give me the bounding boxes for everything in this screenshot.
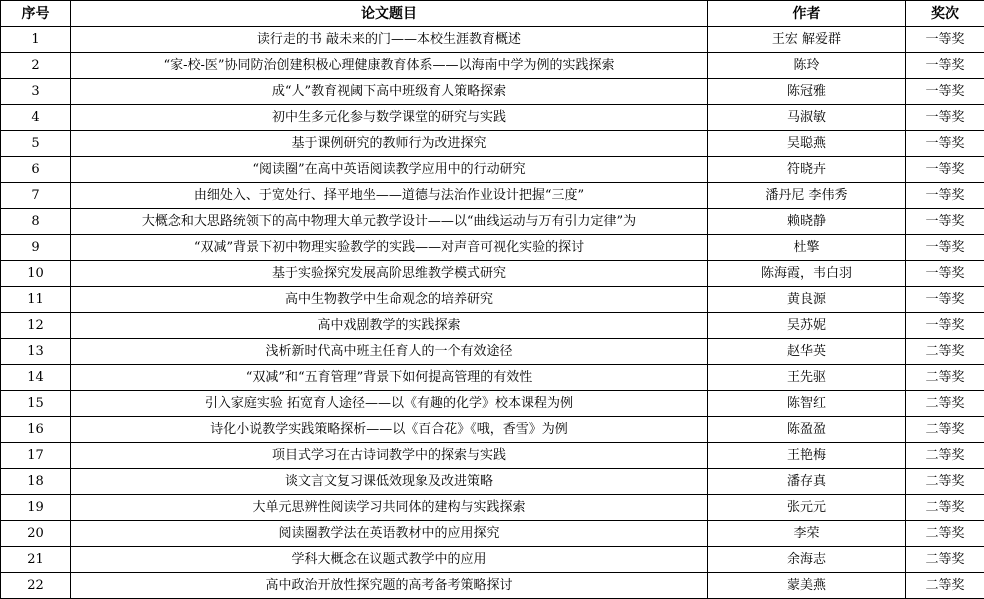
cell-title: 浅析新时代高中班主任育人的一个有效途径	[71, 339, 708, 365]
cell-award: 一等奖	[906, 131, 984, 157]
cell-award: 一等奖	[906, 261, 984, 287]
cell-author: 陈冠雅	[708, 79, 906, 105]
table-row	[1, 443, 984, 469]
cell-author: 王宏 解爱群	[708, 27, 906, 53]
cell-title: “双减”和“五育管理”背景下如何提高管理的有效性	[71, 365, 708, 391]
table-row	[1, 521, 984, 547]
table-row	[1, 79, 984, 105]
cell-author: 陈海霞，韦白羽	[708, 261, 906, 287]
header-author: 作者	[708, 1, 906, 27]
cell-award: 一等奖	[906, 105, 984, 131]
cell-index: 16	[1, 417, 71, 443]
cell-title: 读行走的书 敲未来的门——本校生涯教育概述	[71, 27, 708, 53]
table-row	[1, 105, 984, 131]
cell-index: 2	[1, 53, 71, 79]
cell-title: 诗化小说教学实践策略探析——以《百合花》《哦，香雪》为例	[71, 417, 708, 443]
cell-index: 17	[1, 443, 71, 469]
cell-index: 8	[1, 209, 71, 235]
cell-author: 杜擎	[708, 235, 906, 261]
cell-author: 潘存真	[708, 469, 906, 495]
cell-award: 一等奖	[906, 209, 984, 235]
table-row	[1, 131, 984, 157]
cell-author: 陈智红	[708, 391, 906, 417]
header-index: 序号	[1, 1, 71, 27]
cell-index: 19	[1, 495, 71, 521]
cell-index: 15	[1, 391, 71, 417]
cell-author: 黄良源	[708, 287, 906, 313]
cell-title: 高中生物教学中生命观念的培养研究	[71, 287, 708, 313]
cell-award: 二等奖	[906, 365, 984, 391]
cell-index: 7	[1, 183, 71, 209]
cell-title: “阅读圈”在高中英语阅读教学应用中的行动研究	[71, 157, 708, 183]
cell-title: 初中生多元化参与数学课堂的研究与实践	[71, 105, 708, 131]
cell-author: 赖晓静	[708, 209, 906, 235]
table-row	[1, 391, 984, 417]
cell-index: 5	[1, 131, 71, 157]
cell-title: 高中戏剧教学的实践探索	[71, 313, 708, 339]
table-row	[1, 339, 984, 365]
cell-award: 一等奖	[906, 183, 984, 209]
table-row	[1, 287, 984, 313]
header-row	[1, 1, 984, 27]
cell-award: 一等奖	[906, 235, 984, 261]
cell-title: “家-校-医”协同防治创建积极心理健康教育体系——以海南中学为例的实践探索	[71, 53, 708, 79]
cell-author: 潘丹尼 李伟秀	[708, 183, 906, 209]
cell-author: 马淑敏	[708, 105, 906, 131]
cell-index: 12	[1, 313, 71, 339]
cell-index: 3	[1, 79, 71, 105]
cell-author: 吴聪燕	[708, 131, 906, 157]
cell-author: 王先驱	[708, 365, 906, 391]
cell-index: 10	[1, 261, 71, 287]
cell-author: 陈玲	[708, 53, 906, 79]
cell-title: 大单元思辨性阅读学习共同体的建构与实践探索	[71, 495, 708, 521]
cell-author: 王艳梅	[708, 443, 906, 469]
cell-index: 18	[1, 469, 71, 495]
cell-title: 高中政治开放性探究题的高考备考策略探讨	[71, 573, 708, 599]
cell-award: 二等奖	[906, 573, 984, 599]
cell-author: 张元元	[708, 495, 906, 521]
table-row	[1, 573, 984, 599]
cell-author: 吴苏妮	[708, 313, 906, 339]
cell-title: 基于实验探究发展高阶思维教学模式研究	[71, 261, 708, 287]
cell-award: 一等奖	[906, 53, 984, 79]
cell-title: 由细处入、于宽处行、择平地坐——道德与法治作业设计把握“三度”	[71, 183, 708, 209]
table-row	[1, 365, 984, 391]
cell-author: 赵华英	[708, 339, 906, 365]
cell-index: 14	[1, 365, 71, 391]
cell-award: 二等奖	[906, 417, 984, 443]
table-row	[1, 469, 984, 495]
cell-award: 二等奖	[906, 521, 984, 547]
cell-award: 二等奖	[906, 391, 984, 417]
table-row	[1, 313, 984, 339]
table-body	[1, 27, 984, 599]
table-row	[1, 209, 984, 235]
cell-award: 二等奖	[906, 443, 984, 469]
cell-award: 一等奖	[906, 313, 984, 339]
table-row	[1, 183, 984, 209]
table-row	[1, 157, 984, 183]
header-title: 论文题目	[71, 1, 708, 27]
cell-author: 蒙美燕	[708, 573, 906, 599]
cell-title: 基于课例研究的教师行为改进探究	[71, 131, 708, 157]
table-row	[1, 53, 984, 79]
cell-award: 一等奖	[906, 79, 984, 105]
table-row	[1, 27, 984, 53]
cell-title: 谈文言文复习课低效现象及改进策略	[71, 469, 708, 495]
cell-award: 二等奖	[906, 339, 984, 365]
cell-index: 13	[1, 339, 71, 365]
cell-title: 学科大概念在议题式教学中的应用	[71, 547, 708, 573]
table-row	[1, 235, 984, 261]
cell-title: 阅读圈教学法在英语教材中的应用探究	[71, 521, 708, 547]
cell-index: 4	[1, 105, 71, 131]
cell-award: 二等奖	[906, 547, 984, 573]
cell-title: 成“人”教育视阈下高中班级育人策略探索	[71, 79, 708, 105]
cell-award: 二等奖	[906, 469, 984, 495]
cell-index: 20	[1, 521, 71, 547]
table-row	[1, 547, 984, 573]
cell-title: 引入家庭实验 拓宽育人途径——以《有趣的化学》校本课程为例	[71, 391, 708, 417]
cell-award: 一等奖	[906, 27, 984, 53]
cell-index: 6	[1, 157, 71, 183]
cell-title: 项目式学习在古诗词教学中的探索与实践	[71, 443, 708, 469]
cell-author: 李荣	[708, 521, 906, 547]
table-row	[1, 261, 984, 287]
header-award: 奖次	[906, 1, 984, 27]
cell-author: 符晓卉	[708, 157, 906, 183]
cell-index: 9	[1, 235, 71, 261]
cell-author: 余海志	[708, 547, 906, 573]
cell-index: 22	[1, 573, 71, 599]
cell-title: 大概念和大思路统领下的高中物理大单元教学设计——以“曲线运动与万有引力定律”为	[71, 209, 708, 235]
cell-award: 一等奖	[906, 157, 984, 183]
cell-title: “双减”背景下初中物理实验教学的实践——对声音可视化实验的探讨	[71, 235, 708, 261]
cell-award: 二等奖	[906, 495, 984, 521]
table-row	[1, 495, 984, 521]
cell-author: 陈盈盈	[708, 417, 906, 443]
cell-award: 一等奖	[906, 287, 984, 313]
cell-index: 1	[1, 27, 71, 53]
cell-index: 11	[1, 287, 71, 313]
table-row	[1, 417, 984, 443]
cell-index: 21	[1, 547, 71, 573]
